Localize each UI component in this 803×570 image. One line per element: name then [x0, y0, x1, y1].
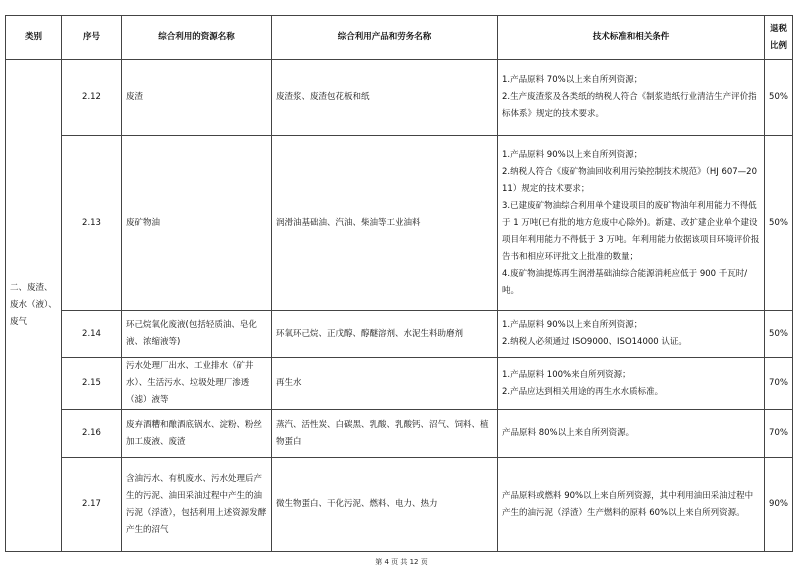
header-category: 类别	[6, 16, 62, 60]
standard-cell	[498, 60, 765, 136]
header-product: 综合利用产品和劳务名称	[272, 16, 498, 60]
product-cell: 蒸汽、活性炭、白碳黑、乳酸、乳酸钙、沼气、饲料、植物蛋白	[272, 410, 498, 458]
header-standard: 技术标准和相关条件	[498, 16, 765, 60]
standard-line: 2.纳税人必须通过 ISO9000、ISO14000 认证。	[502, 337, 687, 347]
ratio-cell: 90%	[765, 458, 793, 552]
header-ratio-line1: 退税	[769, 23, 787, 34]
standard-line: 2.纳税人符合《废矿物油回收利用污染控制技术规范》（HJ 607—2011）规定的技术要求；	[502, 166, 758, 194]
table-row	[6, 358, 793, 410]
seq-cell: 2.16	[62, 410, 122, 458]
standard-cell	[498, 410, 765, 458]
standard-cell	[498, 136, 765, 311]
product-cell: 废渣浆、废渣包花板和纸	[272, 60, 498, 136]
seq-cell: 2.17	[62, 458, 122, 552]
ratio-cell: 50%	[765, 136, 793, 311]
table-row	[6, 458, 793, 552]
table-row	[6, 60, 793, 136]
ratio-cell: 50%	[765, 60, 793, 136]
table-row	[6, 311, 793, 358]
standard-cell	[498, 458, 765, 552]
product-cell: 环氧环己烷、正戊醇、醇醚溶剂、水泥生料助磨剂	[272, 311, 498, 358]
standard-line: 产品原料 80%以上来自所列资源。	[502, 428, 635, 438]
header-resource: 综合利用的资源名称	[122, 16, 272, 60]
category-cell: 二、废渣、废水（液）、废气	[6, 60, 62, 552]
standard-line: 2.生产废渣浆及各类纸的纳税人符合《制浆造纸行业清洁生产评价指标体系》规定的技术要求。	[502, 92, 757, 119]
standard-line: 2.产品应达到相关用途的再生水水质标准。	[502, 386, 664, 397]
ratio-cell: 70%	[765, 358, 793, 410]
resource-cell: 废渣	[122, 60, 272, 136]
standard-cell	[498, 311, 765, 358]
resource-cell: 废矿物油	[122, 136, 272, 311]
resource-cell: 环己烷氧化废液(包括轻质油、皂化液、浓缩液等)	[122, 311, 272, 358]
standard-cell	[498, 358, 765, 410]
seq-cell: 2.15	[62, 358, 122, 410]
table-header-row	[6, 16, 793, 60]
ratio-cell: 70%	[765, 410, 793, 458]
ratio-cell: 50%	[765, 311, 793, 358]
standard-line: 3.已建废矿物油综合利用单个建设项目的废矿物油年利用能力不得低于 1 万吨(已有批的地方危废中心除外)。新建、改扩建企业单个建设项目年利用能力不得低于 3 万吨。年利用能力依据该项目环境评价报告书和相应环评批文上批准的数量；	[502, 200, 760, 262]
standard-line: 1.产品原料 70%以上来自所列资源；	[502, 75, 643, 85]
product-cell: 微生物蛋白、干化污泥、燃料、电力、热力	[272, 458, 498, 552]
product-cell: 润滑油基础油、汽油、柴油等工业油料	[272, 136, 498, 311]
resource-cell: 污水处理厂出水、工业排水（矿井水）、生活污水、垃圾处理厂渗透（滤）液等	[122, 358, 272, 410]
product-cell: 再生水	[272, 358, 498, 410]
tax-rebate-table	[5, 15, 793, 552]
header-seq: 序号	[62, 16, 122, 60]
seq-cell: 2.14	[62, 311, 122, 358]
standard-line: 1.产品原料 100%来自所列资源；	[502, 369, 631, 380]
header-ratio	[765, 16, 793, 60]
resource-cell: 废弃酒糟和酿酒底锅水、淀粉、粉丝加工废液、废渣	[122, 410, 272, 458]
page-footer: 第 4 页 共 12 页	[375, 558, 428, 566]
standard-line: 4.废矿物油提炼再生润滑基础油综合能源消耗应低于 900 千瓦时/吨。	[502, 268, 748, 296]
standard-line: 1.产品原料 90%以上来自所列资源；	[502, 149, 643, 160]
seq-cell: 2.12	[62, 60, 122, 136]
header-ratio-line2: 比例	[769, 40, 787, 51]
resource-cell: 含油污水、有机废水、污水处理后产生的污泥、油田采油过程中产生的油污泥（浮渣），包括利用上述资源发酵产生的沼气	[122, 458, 272, 552]
table-row	[6, 136, 793, 311]
standard-line: 1.产品原料 90%以上来自所列资源；	[502, 320, 643, 330]
standard-line: 产品原料或燃料 90%以上来自所列资源，其中利用油田采油过程中产生的油污泥（浮渣）生产燃料的原料 60%以上来自所列资源。	[502, 490, 754, 518]
seq-cell: 2.13	[62, 136, 122, 311]
table-row	[6, 410, 793, 458]
